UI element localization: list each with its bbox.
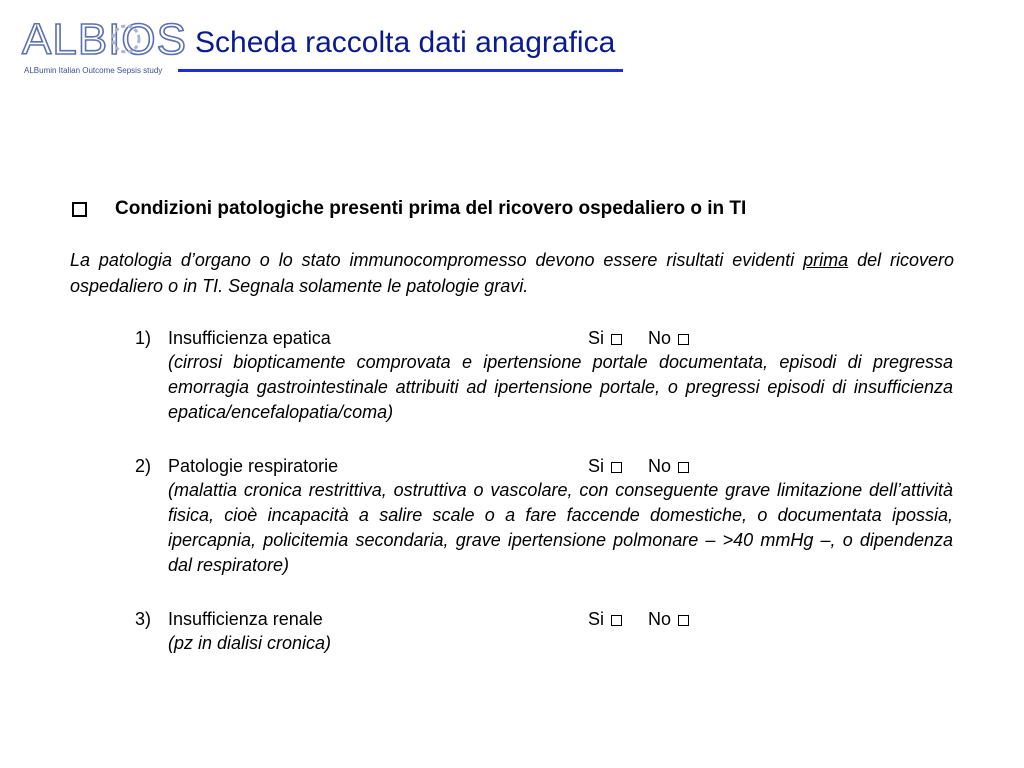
- option-no-label: No: [648, 609, 672, 629]
- checkbox-si[interactable]: [611, 334, 622, 345]
- item-description-text: (malattia cronica restrittiva, ostruttiva o vascolare, con conseguente grave limitazione dell’attività fisica, cioè incapacità a salire scale o a fare faccende domestiche, o documentata ipossia, ipercapnia, policitemia secondaria, grave ipertensione polmonare – >40 mmHg –, o dipendenza dal respiratore): [168, 480, 953, 575]
- item-description-text: (cirrosi biopticamente comprovata e ipertensione portale documentata, episodi di pregressa emorragia gastrointestinale attribuiti ad ipertensione portale, o pregressi episodi di insufficienza epatica/encefalopatia/coma): [168, 352, 953, 422]
- logo-tagline: ALBumin Italian Outcome Sepsis study: [24, 66, 163, 75]
- item-label: Insufficienza epatica: [168, 328, 331, 348]
- section-heading-text: Condizioni patologiche presenti prima del ricovero ospedaliero o in TI: [115, 198, 747, 219]
- item-number: 1): [135, 328, 152, 348]
- item-label: Insufficienza renale: [168, 609, 323, 629]
- item-description: [168, 478, 953, 578]
- option-si-label: Si: [588, 328, 605, 348]
- checkbox-si[interactable]: [611, 615, 622, 626]
- option-si[interactable]: [588, 454, 622, 478]
- checkbox-si[interactable]: [611, 462, 622, 473]
- bullet-square-icon: [72, 202, 87, 217]
- option-si[interactable]: [588, 326, 622, 350]
- section-pathologies: [70, 198, 960, 299]
- checkbox-no[interactable]: [678, 334, 689, 345]
- option-si-label: Si: [588, 456, 605, 476]
- option-no-label: No: [648, 328, 672, 348]
- albios-logo: [22, 14, 187, 80]
- section-heading: [70, 198, 960, 220]
- option-no[interactable]: [648, 607, 689, 631]
- title-underline: [178, 69, 623, 72]
- page-title: Scheda raccolta dati anagrafica: [195, 26, 616, 59]
- list-item: [135, 326, 953, 425]
- section-intro: [70, 247, 954, 299]
- intro-text-2: del ricovero ospedaliero o in TI. Segnala solamente le patologie gravi.: [70, 250, 955, 296]
- logo-gear-icon: [22, 14, 172, 66]
- option-no[interactable]: [648, 454, 689, 478]
- option-si[interactable]: [588, 607, 622, 631]
- logo-wordmark: ALBIOS: [22, 15, 187, 64]
- list-item: [135, 454, 953, 578]
- item-description-text: (pz in dialisi cronica): [168, 633, 332, 653]
- item-description: [168, 631, 953, 656]
- checkbox-no[interactable]: [678, 462, 689, 473]
- item-number: 3): [135, 609, 152, 629]
- intro-text-1: La patologia d’organo o lo stato immunocompromesso devono essere risultati evidenti: [70, 250, 804, 270]
- item-label: Patologie respiratorie: [168, 456, 339, 476]
- item-number: 2): [135, 456, 152, 476]
- intro-underlined-word: prima: [803, 250, 849, 270]
- option-no-label: No: [648, 456, 672, 476]
- list-item: [135, 607, 953, 656]
- option-si-label: Si: [588, 609, 605, 629]
- option-no[interactable]: [648, 326, 689, 350]
- checkbox-no[interactable]: [678, 615, 689, 626]
- item-description: [168, 350, 953, 425]
